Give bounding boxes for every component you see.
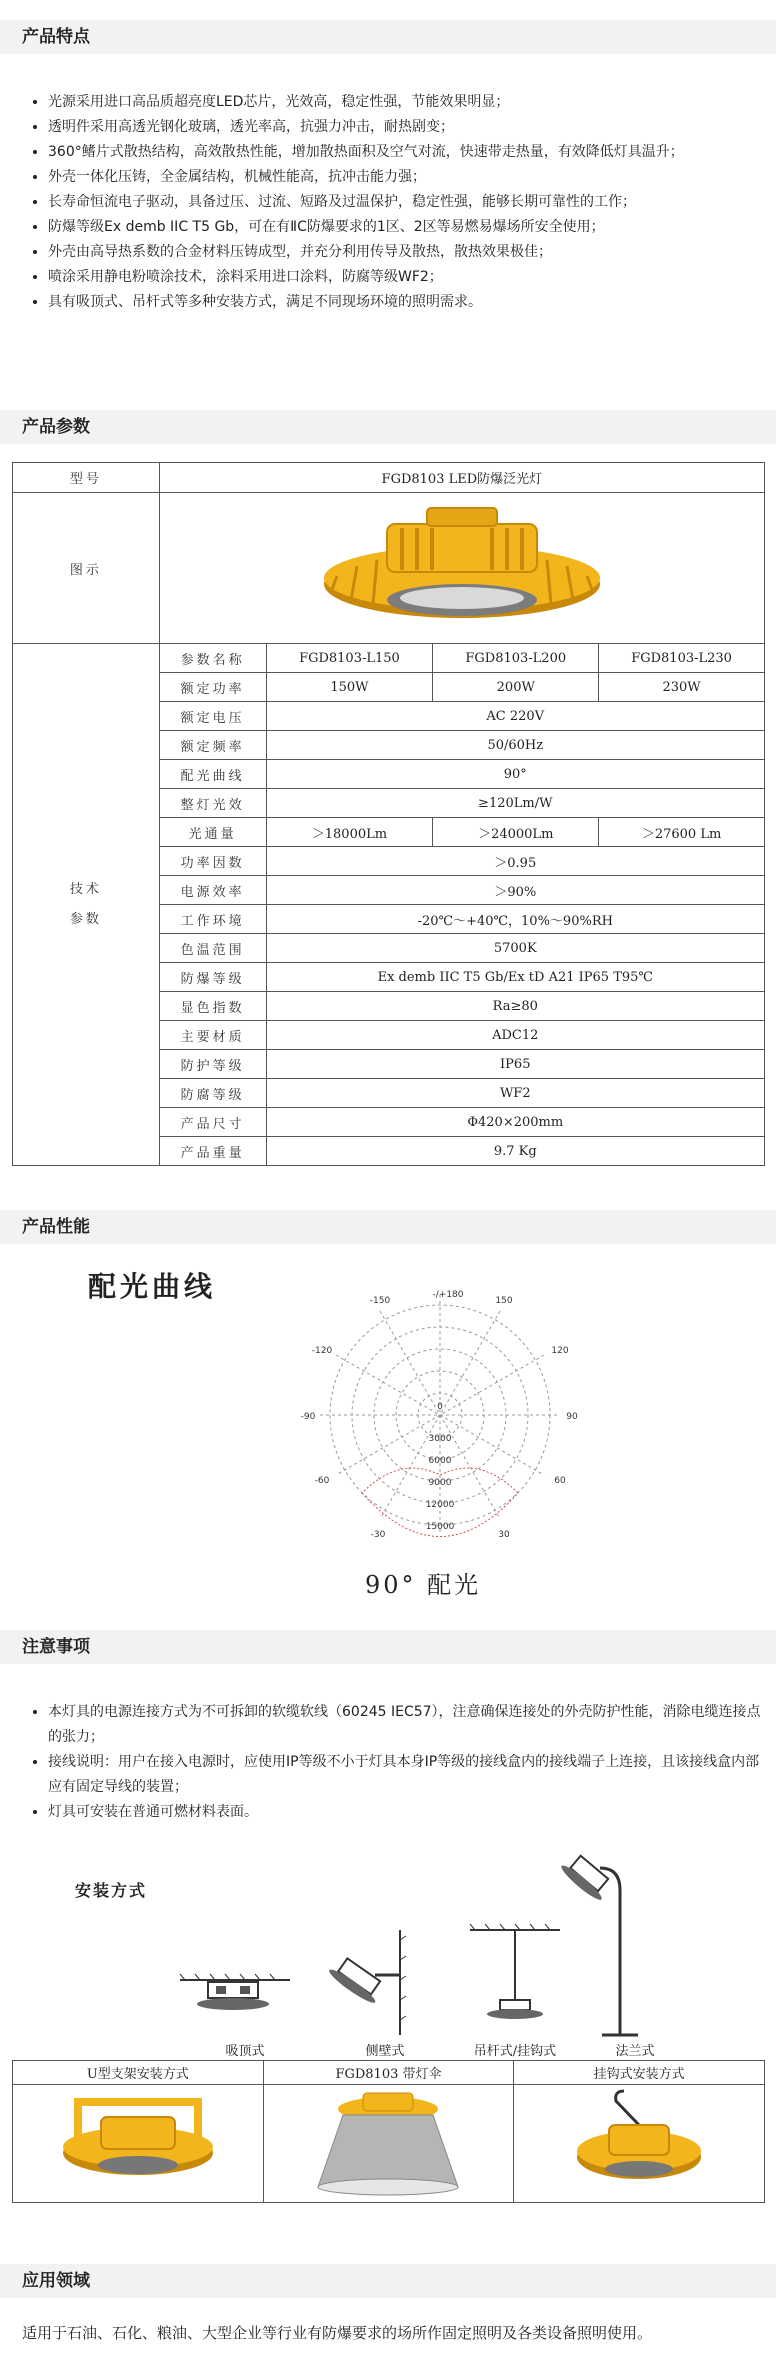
angle-label: 60: [554, 1476, 566, 1486]
list-item: • 本灯具的电源连接方式为不可拆卸的软缆软线（60245 IEC57），注意确保连接处的外壳防护性能，消除电缆连接点的张力；: [48, 1700, 768, 1750]
table-row: 整灯光效 ≥120Lm/W: [13, 789, 765, 818]
list-item: • 具有吸顶式、吊杆式等多种安装方式，满足不同现场环境的照明需求。: [48, 290, 768, 315]
wall-mount-icon: [326, 1930, 406, 2035]
ring-label: 15000: [425, 1522, 455, 1532]
angle-label: 150: [495, 1296, 513, 1306]
param-name-header: 参数名称: [159, 644, 266, 673]
install-photos-table: [12, 2060, 765, 2203]
table-row: 产品重量 9.7 Kg: [13, 1137, 765, 1166]
list-item: • 喷涂采用静电粉喷涂技术，涂料采用进口涂料，防腐等级WF2；: [48, 265, 768, 290]
ring-label: 12000: [425, 1500, 455, 1510]
angle-label: -60: [314, 1476, 330, 1486]
install-title: 安装方式: [75, 1881, 148, 1900]
list-item: • 360°鳍片式散热结构，高效散热性能，增加散热面积及空气对流，快速带走热量，有效降低灯具温升；: [48, 140, 768, 165]
angle-label: -90: [300, 1412, 316, 1422]
table-row: 电源效率 ＞90%: [13, 876, 765, 905]
angle-label: 90: [566, 1412, 578, 1422]
params-title: 产品参数: [0, 410, 776, 444]
application-text: 适用于石油、石化、粮油、大型企业等行业有防爆要求的场所作固定照明及各类设备照明使用。: [22, 2324, 653, 2342]
variant-header: FGD8103-L150: [266, 644, 433, 673]
shade-photo-cell: [263, 2085, 514, 2203]
shade-lamp-image: [303, 2087, 473, 2197]
angle-label: -120: [311, 1346, 333, 1356]
variant-header: FGD8103-L230: [599, 644, 765, 673]
tech-params-label: 技术 参数: [13, 644, 160, 1166]
model-value: FGD8103 LED防爆泛光灯: [159, 463, 764, 493]
u-bracket-lamp-image: [53, 2087, 223, 2197]
angle-label: -30: [370, 1530, 386, 1540]
u-bracket-photo-cell: [13, 2085, 264, 2203]
ceiling-mount-icon: [180, 1974, 290, 2010]
list-item: • 外壳由高导热系数的合金材料压铸成型，并充分利用传导及散热，散热效果极佳；: [48, 240, 768, 265]
table-row: 显色指数 Ra≥80: [13, 992, 765, 1021]
table-row: 防爆等级 Ex demb IIC T5 Gb/Ex tD A21 IP65 T95℃: [13, 963, 765, 992]
polar-diagram: [290, 1265, 590, 1565]
angle-label: 120: [551, 1346, 569, 1356]
table-row: 额定功率 150W 200W 230W: [13, 673, 765, 702]
caption-pendant: 吊杆式/挂钩式: [473, 2044, 557, 2059]
angle-label: 30: [498, 1530, 510, 1540]
hook-photo-cell: [514, 2085, 765, 2203]
model-label: 型号: [13, 463, 160, 493]
features-title: 产品特点: [0, 20, 776, 54]
table-row: 色温范围 5700K: [13, 934, 765, 963]
table-row: 产品尺寸 Φ420×200mm: [13, 1108, 765, 1137]
caption-flange: 法兰式: [615, 2044, 655, 2059]
table-header: U型支架安装方式: [13, 2061, 264, 2085]
performance-title: 产品性能: [0, 1210, 776, 1244]
features-list: [22, 90, 768, 315]
table-row: 配光曲线 90°: [13, 760, 765, 789]
flange-mount-icon: [558, 1851, 638, 2035]
table-row: 主要材质 ADC12: [13, 1021, 765, 1050]
image-label: 图示: [13, 493, 160, 644]
table-row: 额定频率 50/60Hz: [13, 731, 765, 760]
params-table: [12, 462, 765, 1166]
list-item: • 透明件采用高透光钢化玻璃，透光率高，抗强力冲击，耐热剧变；: [48, 115, 768, 140]
ring-label: 6000: [428, 1456, 452, 1466]
polar-title: 配光曲线: [88, 1270, 217, 1303]
angle-label: -150: [369, 1296, 391, 1306]
ring-label: 9000: [428, 1478, 452, 1488]
product-lamp-image: [317, 496, 607, 636]
polar-subtitle: 90° 配光: [365, 1571, 482, 1599]
table-row: 额定电压 AC 220V: [13, 702, 765, 731]
application-title: 应用领域: [0, 2264, 776, 2298]
list-item: • 接线说明：用户在接入电源时，应使用IP等级不小于灯具本身IP等级的接线盒内的接线端子上连接，且该接线盒内部应有固定导线的装置；: [48, 1750, 768, 1800]
table-row: 光通量 ＞18000Lm ＞24000Lm ＞27600 Lm: [13, 818, 765, 847]
list-item: • 灯具可安装在普通可燃材料表面。: [48, 1800, 768, 1825]
ring-label: 3000: [428, 1434, 452, 1444]
list-item: • 外壳一体化压铸，全金属结构，机械性能高，抗冲击能力强；: [48, 165, 768, 190]
list-item: • 光源采用进口高品质超亮度LED芯片，光效高，稳定性强，节能效果明显；: [48, 90, 768, 115]
notes-list: [22, 1700, 768, 1825]
list-item: • 防爆等级Ex demb IIC T5 Gb，可在有ⅡC防爆要求的1区、2区等易燃易爆场所安全使用；: [48, 215, 768, 240]
notes-title: 注意事项: [0, 1630, 776, 1664]
table-row: 防护等级 IP65: [13, 1050, 765, 1079]
variant-header: FGD8103-L200: [433, 644, 599, 673]
install-diagram: [170, 1850, 730, 2040]
table-row: 功率因数 ＞0.95: [13, 847, 765, 876]
caption-wall: 侧壁式: [365, 2044, 405, 2059]
table-row: 工作环境 -20℃～+40℃，10%～90%RH: [13, 905, 765, 934]
caption-ceiling: 吸顶式: [225, 2044, 265, 2059]
list-item: • 长寿命恒流电子驱动，具备过压、过流、短路及过温保护，稳定性强，能够长期可靠性的工作；: [48, 190, 768, 215]
product-image-cell: [159, 493, 764, 644]
angle-label: -/+180: [432, 1290, 464, 1300]
table-header: FGD8103 带灯伞: [263, 2061, 514, 2085]
hook-lamp-image: [554, 2087, 724, 2197]
pendant-mount-icon: [470, 1924, 560, 2019]
table-row: 防腐等级 WF2: [13, 1079, 765, 1108]
angle-label: 0: [437, 1402, 443, 1412]
table-header: 挂钩式安装方式: [514, 2061, 765, 2085]
